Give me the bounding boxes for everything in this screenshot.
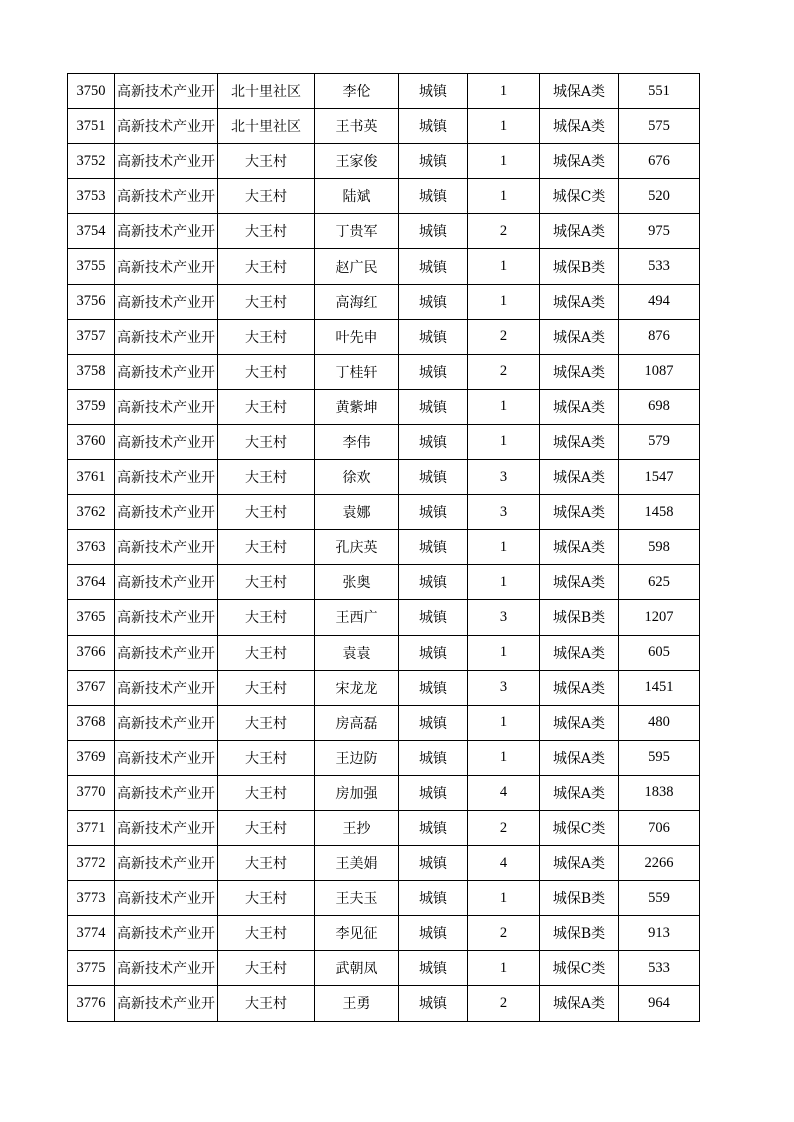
cell-id: 3764 (68, 565, 115, 600)
table-row (68, 635, 700, 670)
cell-district: 高新技术产业开 (115, 565, 218, 600)
table-row (68, 319, 700, 354)
cell-id: 3763 (68, 530, 115, 565)
cell-community: 大王村 (218, 424, 315, 459)
table-row (68, 951, 700, 986)
cell-amount: 533 (619, 249, 700, 284)
cell-type: 城镇 (399, 670, 468, 705)
cell-name: 王勇 (315, 986, 399, 1021)
cell-id: 3774 (68, 916, 115, 951)
cell-name: 高海红 (315, 284, 399, 319)
cell-amount: 494 (619, 284, 700, 319)
cell-id: 3776 (68, 986, 115, 1021)
cell-type: 城镇 (399, 354, 468, 389)
table-row (68, 705, 700, 740)
cell-amount: 676 (619, 144, 700, 179)
cell-amount: 579 (619, 424, 700, 459)
cell-district: 高新技术产业开 (115, 846, 218, 881)
table-row (68, 565, 700, 600)
cell-amount: 975 (619, 214, 700, 249)
cell-type: 城镇 (399, 249, 468, 284)
cell-name: 丁桂轩 (315, 354, 399, 389)
cell-count: 1 (468, 74, 540, 109)
cell-district: 高新技术产业开 (115, 600, 218, 635)
cell-category: 城保A类 (540, 740, 619, 775)
cell-type: 城镇 (399, 881, 468, 916)
cell-type: 城镇 (399, 775, 468, 810)
cell-type: 城镇 (399, 740, 468, 775)
cell-amount: 520 (619, 179, 700, 214)
cell-name: 孔庆英 (315, 530, 399, 565)
cell-community: 大王村 (218, 916, 315, 951)
cell-community: 大王村 (218, 354, 315, 389)
cell-id: 3751 (68, 109, 115, 144)
table-row (68, 249, 700, 284)
cell-type: 城镇 (399, 810, 468, 845)
table-row (68, 530, 700, 565)
cell-count: 1 (468, 284, 540, 319)
table-body (68, 74, 700, 1022)
cell-community: 大王村 (218, 460, 315, 495)
cell-community: 大王村 (218, 144, 315, 179)
cell-amount: 625 (619, 565, 700, 600)
cell-category: 城保A类 (540, 986, 619, 1021)
cell-type: 城镇 (399, 916, 468, 951)
cell-name: 黄紫坤 (315, 389, 399, 424)
cell-count: 2 (468, 810, 540, 845)
cell-count: 1 (468, 951, 540, 986)
table-row (68, 179, 700, 214)
cell-category: 城保A类 (540, 635, 619, 670)
table-row (68, 810, 700, 845)
cell-name: 李伦 (315, 74, 399, 109)
cell-district: 高新技术产业开 (115, 670, 218, 705)
cell-type: 城镇 (399, 214, 468, 249)
cell-amount: 1451 (619, 670, 700, 705)
cell-category: 城保C类 (540, 951, 619, 986)
cell-name: 房加强 (315, 775, 399, 810)
cell-community: 大王村 (218, 389, 315, 424)
cell-amount: 1207 (619, 600, 700, 635)
cell-id: 3771 (68, 810, 115, 845)
cell-count: 2 (468, 214, 540, 249)
cell-name: 袁娜 (315, 495, 399, 530)
cell-id: 3754 (68, 214, 115, 249)
cell-id: 3753 (68, 179, 115, 214)
cell-name: 李伟 (315, 424, 399, 459)
cell-district: 高新技术产业开 (115, 109, 218, 144)
cell-district: 高新技术产业开 (115, 284, 218, 319)
cell-category: 城保A类 (540, 214, 619, 249)
cell-amount: 1547 (619, 460, 700, 495)
cell-district: 高新技术产业开 (115, 424, 218, 459)
cell-amount: 876 (619, 319, 700, 354)
cell-category: 城保C类 (540, 179, 619, 214)
cell-community: 大王村 (218, 179, 315, 214)
cell-amount: 1838 (619, 775, 700, 810)
cell-name: 王家俊 (315, 144, 399, 179)
cell-type: 城镇 (399, 565, 468, 600)
cell-count: 3 (468, 600, 540, 635)
cell-count: 1 (468, 881, 540, 916)
cell-id: 3758 (68, 354, 115, 389)
cell-category: 城保A类 (540, 565, 619, 600)
cell-id: 3770 (68, 775, 115, 810)
cell-type: 城镇 (399, 284, 468, 319)
cell-district: 高新技术产业开 (115, 495, 218, 530)
table-row (68, 354, 700, 389)
cell-type: 城镇 (399, 705, 468, 740)
cell-name: 徐欢 (315, 460, 399, 495)
cell-type: 城镇 (399, 144, 468, 179)
cell-count: 1 (468, 424, 540, 459)
cell-category: 城保B类 (540, 600, 619, 635)
table-row (68, 214, 700, 249)
cell-amount: 1087 (619, 354, 700, 389)
cell-amount: 1458 (619, 495, 700, 530)
cell-amount: 913 (619, 916, 700, 951)
cell-category: 城保A类 (540, 670, 619, 705)
cell-category: 城保A类 (540, 846, 619, 881)
cell-district: 高新技术产业开 (115, 389, 218, 424)
cell-amount: 605 (619, 635, 700, 670)
cell-district: 高新技术产业开 (115, 460, 218, 495)
cell-count: 1 (468, 144, 540, 179)
cell-category: 城保A类 (540, 109, 619, 144)
cell-community: 大王村 (218, 530, 315, 565)
cell-community: 大王村 (218, 600, 315, 635)
cell-amount: 559 (619, 881, 700, 916)
table-row (68, 916, 700, 951)
cell-community: 大王村 (218, 249, 315, 284)
cell-category: 城保A类 (540, 144, 619, 179)
cell-id: 3773 (68, 881, 115, 916)
cell-count: 3 (468, 670, 540, 705)
cell-district: 高新技术产业开 (115, 810, 218, 845)
table-row (68, 389, 700, 424)
cell-type: 城镇 (399, 600, 468, 635)
table-row (68, 284, 700, 319)
cell-id: 3775 (68, 951, 115, 986)
cell-community: 大王村 (218, 214, 315, 249)
table-row (68, 775, 700, 810)
table-row (68, 424, 700, 459)
cell-type: 城镇 (399, 495, 468, 530)
cell-count: 3 (468, 495, 540, 530)
cell-community: 大王村 (218, 495, 315, 530)
table-row (68, 846, 700, 881)
cell-district: 高新技术产业开 (115, 144, 218, 179)
cell-category: 城保A类 (540, 354, 619, 389)
cell-id: 3767 (68, 670, 115, 705)
cell-id: 3769 (68, 740, 115, 775)
cell-amount: 2266 (619, 846, 700, 881)
cell-type: 城镇 (399, 424, 468, 459)
cell-id: 3757 (68, 319, 115, 354)
cell-amount: 575 (619, 109, 700, 144)
cell-amount: 533 (619, 951, 700, 986)
cell-amount: 551 (619, 74, 700, 109)
cell-community: 大王村 (218, 670, 315, 705)
cell-community: 大王村 (218, 740, 315, 775)
cell-district: 高新技术产业开 (115, 951, 218, 986)
cell-name: 丁贵军 (315, 214, 399, 249)
cell-id: 3766 (68, 635, 115, 670)
cell-id: 3765 (68, 600, 115, 635)
cell-name: 宋龙龙 (315, 670, 399, 705)
cell-district: 高新技术产业开 (115, 775, 218, 810)
cell-district: 高新技术产业开 (115, 354, 218, 389)
cell-community: 大王村 (218, 951, 315, 986)
cell-count: 4 (468, 775, 540, 810)
table-row (68, 881, 700, 916)
cell-district: 高新技术产业开 (115, 179, 218, 214)
cell-district: 高新技术产业开 (115, 249, 218, 284)
cell-district: 高新技术产业开 (115, 881, 218, 916)
cell-community: 北十里社区 (218, 74, 315, 109)
cell-id: 3762 (68, 495, 115, 530)
cell-amount: 706 (619, 810, 700, 845)
cell-id: 3755 (68, 249, 115, 284)
cell-community: 大王村 (218, 705, 315, 740)
cell-type: 城镇 (399, 460, 468, 495)
cell-count: 1 (468, 740, 540, 775)
cell-count: 1 (468, 249, 540, 284)
table-row (68, 986, 700, 1021)
cell-amount: 598 (619, 530, 700, 565)
cell-community: 大王村 (218, 565, 315, 600)
cell-id: 3756 (68, 284, 115, 319)
cell-amount: 480 (619, 705, 700, 740)
cell-id: 3761 (68, 460, 115, 495)
cell-count: 2 (468, 986, 540, 1021)
cell-type: 城镇 (399, 74, 468, 109)
cell-category: 城保B类 (540, 249, 619, 284)
cell-category: 城保B类 (540, 881, 619, 916)
cell-count: 1 (468, 530, 540, 565)
table-row (68, 495, 700, 530)
cell-count: 1 (468, 705, 540, 740)
table-row (68, 109, 700, 144)
cell-district: 高新技术产业开 (115, 635, 218, 670)
cell-community: 大王村 (218, 810, 315, 845)
cell-district: 高新技术产业开 (115, 74, 218, 109)
cell-id: 3760 (68, 424, 115, 459)
table-row (68, 460, 700, 495)
cell-name: 陆斌 (315, 179, 399, 214)
cell-id: 3772 (68, 846, 115, 881)
cell-district: 高新技术产业开 (115, 530, 218, 565)
cell-category: 城保A类 (540, 74, 619, 109)
cell-type: 城镇 (399, 109, 468, 144)
cell-category: 城保A类 (540, 705, 619, 740)
cell-category: 城保B类 (540, 916, 619, 951)
cell-community: 大王村 (218, 635, 315, 670)
cell-name: 李见征 (315, 916, 399, 951)
cell-name: 赵广民 (315, 249, 399, 284)
cell-category: 城保A类 (540, 495, 619, 530)
cell-community: 大王村 (218, 284, 315, 319)
cell-community: 大王村 (218, 881, 315, 916)
cell-count: 2 (468, 354, 540, 389)
cell-district: 高新技术产业开 (115, 986, 218, 1021)
cell-community: 大王村 (218, 775, 315, 810)
cell-count: 3 (468, 460, 540, 495)
cell-amount: 964 (619, 986, 700, 1021)
data-table (67, 73, 700, 1022)
cell-community: 北十里社区 (218, 109, 315, 144)
cell-name: 袁袁 (315, 635, 399, 670)
cell-type: 城镇 (399, 846, 468, 881)
cell-type: 城镇 (399, 635, 468, 670)
table-row (68, 74, 700, 109)
cell-count: 4 (468, 846, 540, 881)
cell-category: 城保A类 (540, 319, 619, 354)
cell-category: 城保A类 (540, 424, 619, 459)
table-row (68, 600, 700, 635)
cell-type: 城镇 (399, 389, 468, 424)
cell-community: 大王村 (218, 846, 315, 881)
table-row (68, 740, 700, 775)
cell-name: 王西广 (315, 600, 399, 635)
cell-id: 3750 (68, 74, 115, 109)
cell-count: 1 (468, 635, 540, 670)
cell-district: 高新技术产业开 (115, 705, 218, 740)
cell-id: 3752 (68, 144, 115, 179)
cell-name: 房高磊 (315, 705, 399, 740)
cell-category: 城保A类 (540, 530, 619, 565)
cell-name: 王书英 (315, 109, 399, 144)
cell-type: 城镇 (399, 530, 468, 565)
cell-name: 叶先申 (315, 319, 399, 354)
cell-amount: 595 (619, 740, 700, 775)
cell-district: 高新技术产业开 (115, 740, 218, 775)
cell-name: 王美娟 (315, 846, 399, 881)
cell-count: 1 (468, 179, 540, 214)
table-row (68, 670, 700, 705)
cell-name: 武朝凤 (315, 951, 399, 986)
cell-amount: 698 (619, 389, 700, 424)
cell-type: 城镇 (399, 951, 468, 986)
cell-district: 高新技术产业开 (115, 916, 218, 951)
table-row (68, 144, 700, 179)
cell-category: 城保A类 (540, 775, 619, 810)
cell-type: 城镇 (399, 986, 468, 1021)
cell-name: 王边防 (315, 740, 399, 775)
cell-category: 城保A类 (540, 284, 619, 319)
cell-name: 王抄 (315, 810, 399, 845)
cell-community: 大王村 (218, 986, 315, 1021)
cell-type: 城镇 (399, 319, 468, 354)
cell-id: 3759 (68, 389, 115, 424)
cell-category: 城保A类 (540, 460, 619, 495)
cell-type: 城镇 (399, 179, 468, 214)
cell-name: 王夫玉 (315, 881, 399, 916)
cell-count: 2 (468, 916, 540, 951)
cell-count: 1 (468, 389, 540, 424)
cell-count: 1 (468, 109, 540, 144)
cell-category: 城保C类 (540, 810, 619, 845)
cell-name: 张奥 (315, 565, 399, 600)
cell-community: 大王村 (218, 319, 315, 354)
cell-district: 高新技术产业开 (115, 319, 218, 354)
cell-district: 高新技术产业开 (115, 214, 218, 249)
cell-category: 城保A类 (540, 389, 619, 424)
cell-count: 2 (468, 319, 540, 354)
cell-id: 3768 (68, 705, 115, 740)
cell-count: 1 (468, 565, 540, 600)
